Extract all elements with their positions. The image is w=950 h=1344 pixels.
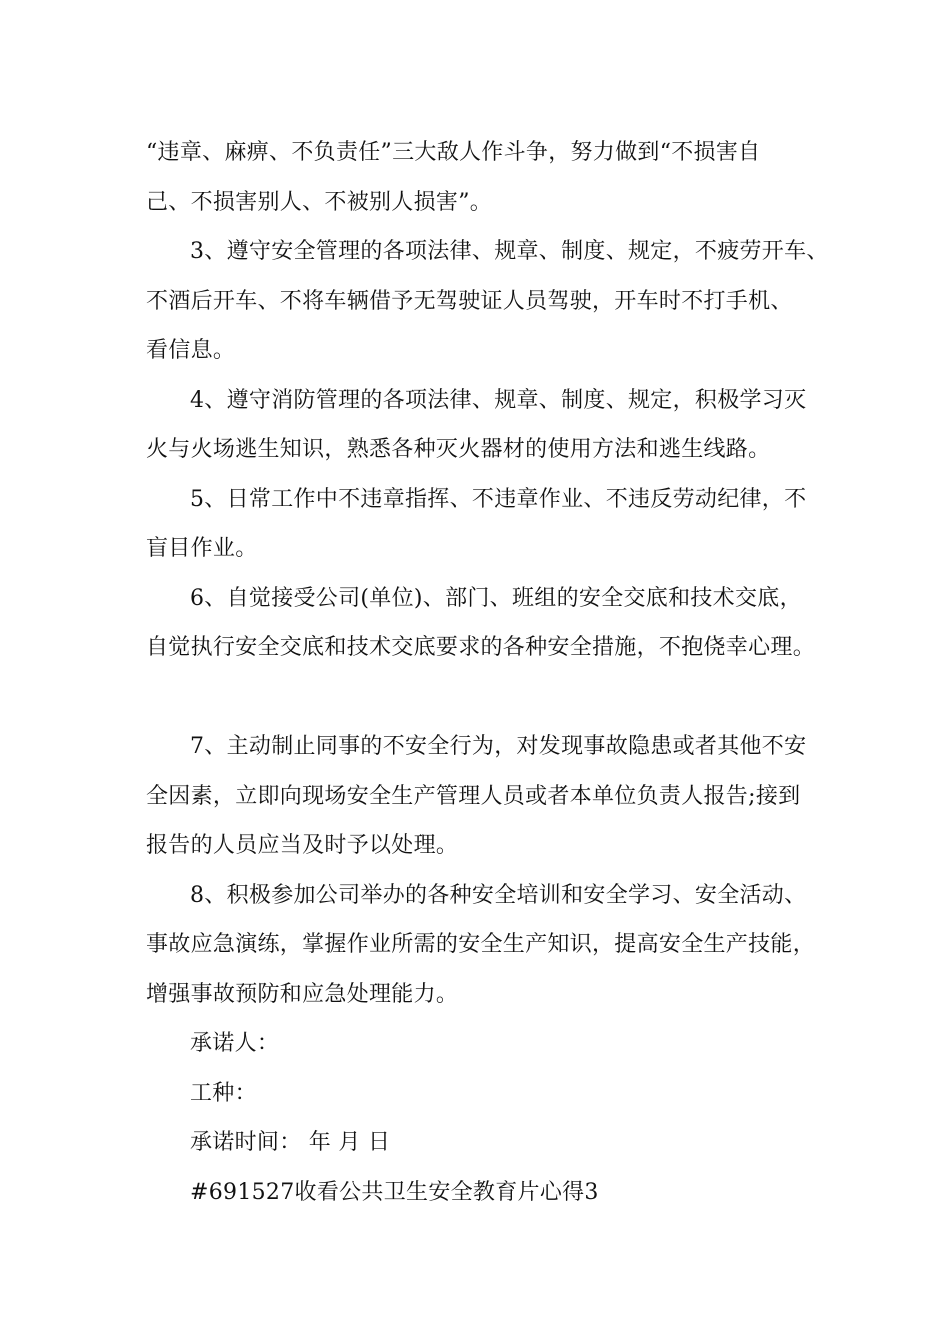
text-line: 全因素，立即向现场安全生产管理人员或者本单位负责人报告;接到 (146, 783, 801, 809)
text-line: #691527收看公共卫生安全教育片心得3 (190, 1179, 599, 1205)
text-line: 自觉执行安全交底和技术交底要求的各种安全措施，不抱侥幸心理。 (146, 635, 816, 660)
text-line: 报告的人员应当及时予以处理。 (146, 833, 459, 858)
text-line: 承诺时间： 年 月 日 (190, 1130, 391, 1155)
text-line: 3、遵守安全管理的各项法律、规章、制度、规定，不疲劳开车、 (190, 239, 829, 264)
document-body (146, 128, 836, 1217)
text-line: 看信息。 (146, 338, 236, 363)
text-line: 己、不损害别人、不被别人损害”。 (146, 189, 493, 215)
text-line: 8、积极参加公司举办的各种安全培训和安全学习、安全活动、 (190, 882, 807, 908)
text-line: 承诺人： (190, 1031, 280, 1056)
text-line: 4、遵守消防管理的各项法律、规章、制度、规定，积极学习灭 (190, 387, 807, 413)
blank-line (146, 673, 836, 723)
text-line: “违章、麻痹、不负责任”三大敌人作斗争，努力做到“不损害自 (146, 140, 761, 165)
text-line: 7、主动制止同事的不安全行为，对发现事故隐患或者其他不安 (190, 734, 807, 759)
text-line: 盲目作业。 (146, 536, 258, 561)
text-line: 6、自觉接受公司(单位)、部门、班组的安全交底和技术交底， (190, 585, 802, 611)
text-line: 增强事故预防和应急处理能力。 (146, 981, 459, 1007)
text-line: 不酒后开车、不将车辆借予无驾驶证人员驾驶，开车时不打手机、 (146, 288, 793, 314)
text-line: 5、日常工作中不违章指挥、不违章作业、不违反劳动纪律，不 (190, 486, 807, 512)
text-line: 火与火场逃生知识，熟悉各种灭火器材的使用方法和逃生线路。 (146, 437, 771, 462)
text-line: 事故应急演练，掌握作业所需的安全生产知识，提高安全生产技能， (146, 932, 816, 957)
text-line: 工种： (190, 1080, 257, 1106)
